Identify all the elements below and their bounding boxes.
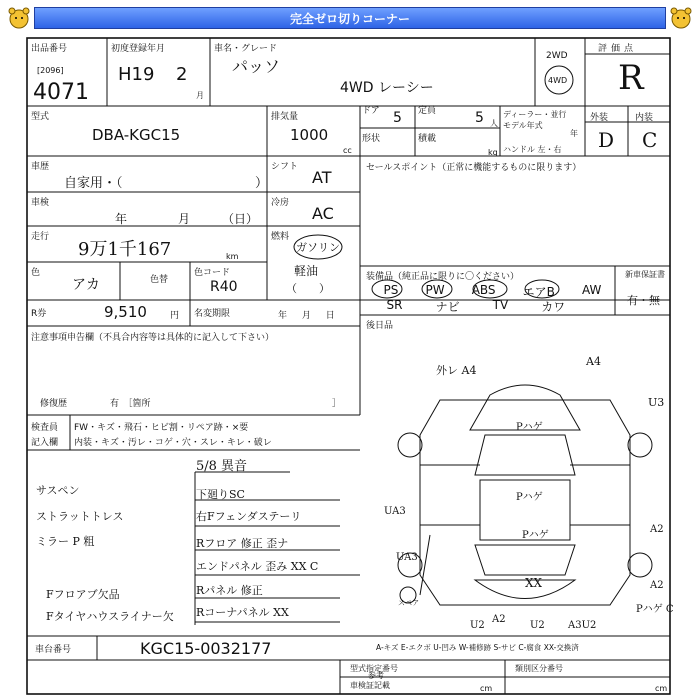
model-year-unit: 年 xyxy=(570,129,578,138)
type-value: DBA-KGC15 xyxy=(92,126,181,144)
capacity-label: 定員 xyxy=(418,106,437,116)
note-line: 5/8 異音 xyxy=(196,459,248,474)
fuel-label: 燃料 xyxy=(271,232,290,242)
displacement-unit: cc xyxy=(343,146,352,155)
diagram-mark: スペア xyxy=(398,599,419,607)
diagram-mark: UA3 xyxy=(384,506,406,517)
diagram-mark: UA3 xyxy=(396,552,418,563)
equipment-label: 装備品（純正品に限りに〇ください） xyxy=(366,272,520,282)
month-unit: 月 xyxy=(196,91,204,100)
fuel-circle-mark xyxy=(290,232,350,262)
inspector-label-2: 記入欄 xyxy=(31,438,59,448)
dealer-label: ディーラー・並行 xyxy=(503,110,567,119)
note-line: 右Fフェンダステーリ xyxy=(196,510,302,523)
diagram-mark: A2 xyxy=(650,580,664,591)
repair-close: ］ xyxy=(332,399,342,409)
equipment-ps: PS xyxy=(383,283,399,297)
fuel-diesel: 軽油 xyxy=(294,264,319,278)
load-label: 積載 xyxy=(418,134,437,144)
history-close: ） xyxy=(255,176,269,191)
chassis-label: 車台番号 xyxy=(35,645,72,655)
drive-value: 4WD xyxy=(548,76,568,85)
class-number-label: 類別区分番号 xyxy=(515,664,563,673)
note-line: ミラー P 粗 xyxy=(36,535,95,548)
model-year-label: モデル年式 xyxy=(503,121,543,130)
diagram-mark: U3 xyxy=(648,396,665,409)
mileage-value: 9万1千167 xyxy=(78,239,172,260)
equipment-circle-marks xyxy=(370,278,570,300)
lot-code: [2096] xyxy=(37,66,64,75)
color-label: 色 xyxy=(31,268,41,278)
load-unit: kg xyxy=(488,148,498,157)
first-reg-era: H19 xyxy=(118,64,155,85)
inspection-label: 車検 xyxy=(31,198,50,208)
note-line: Fタイヤハウスライナー欠 xyxy=(46,610,174,623)
equipment-tv: TV xyxy=(492,298,509,312)
diagram-mark: A2 xyxy=(650,524,664,535)
doors-label: ドア xyxy=(362,106,380,116)
vehicle-cert-label: 車検証記載 xyxy=(350,681,390,690)
notes-label: 注意事項申告欄（不具合内容等は具体的に記入して下さい） xyxy=(31,333,275,343)
equipment-navi: ナビ xyxy=(435,300,460,314)
inspector-row-1: FW・キズ・飛石・ヒビ割・リペア跡・×要 xyxy=(74,423,249,433)
aftercare-label: 後日品 xyxy=(366,321,394,331)
exterior-grade: D xyxy=(598,128,615,152)
recycle-unit: 円 xyxy=(170,311,180,321)
doors-value: 5 xyxy=(393,110,402,126)
interior-grade: C xyxy=(642,128,658,152)
history-value: 自家用・（ xyxy=(64,176,123,191)
chassis-number: KGC15-0032177 xyxy=(140,639,272,658)
shift-value: AT xyxy=(312,168,332,187)
inspection-day: （日） xyxy=(222,212,259,226)
exterior-label: 外装 xyxy=(590,113,609,123)
interior-label: 内装 xyxy=(635,113,654,123)
recycle-label: R券 xyxy=(31,309,47,319)
note-line: 下廻りSC xyxy=(196,488,245,501)
sales-point-label: セールスポイント（正常に機能するものに限ります） xyxy=(366,163,582,173)
recycle-value: 9,510 xyxy=(104,303,147,321)
inspection-month: 月 xyxy=(178,212,191,226)
history-label: 車歴 xyxy=(31,162,50,172)
capacity-value: 5 xyxy=(475,110,484,126)
equipment-sr: SR xyxy=(386,298,403,312)
diagram-mark: U2 xyxy=(470,620,485,631)
model-name: パッソ xyxy=(232,57,281,76)
name-change-unit: 年 月 日 xyxy=(278,311,335,321)
color-swap-label: 色替 xyxy=(150,275,169,285)
diagram-mark: Pハゲ xyxy=(516,492,543,503)
lot-number: 4071 xyxy=(33,80,89,105)
fuel-other: （ ） xyxy=(286,282,330,295)
fuel-gasoline: ガソリン xyxy=(296,241,340,254)
equipment-abs: ABS xyxy=(471,283,496,297)
diagram-mark: Pハゲ xyxy=(516,422,543,433)
mileage-unit: km xyxy=(226,252,239,261)
note-underlines xyxy=(190,450,365,630)
equipment-leather: カワ xyxy=(541,300,566,314)
first-reg-month: 2 xyxy=(176,64,188,85)
diagram-mark: A4 xyxy=(586,355,601,368)
diagram-mark: Pハゲ C xyxy=(636,604,674,615)
first-reg-label: 初度登録年月 xyxy=(111,44,166,54)
warranty-label: 新車保証書 xyxy=(625,270,665,279)
repair-label: 修復歴 xyxy=(40,399,68,409)
shape-label: 形状 xyxy=(362,134,381,144)
lot-label: 出品番号 xyxy=(31,44,68,54)
reference-label: 参考 xyxy=(368,671,384,680)
drive-label: 2WD xyxy=(546,51,568,61)
handle-label: ハンドル 左・右 xyxy=(503,145,562,154)
equipment-aw: AW xyxy=(581,283,602,297)
color-code-label: 色コード xyxy=(194,268,231,278)
color-value: アカ xyxy=(72,277,100,293)
model-name-label: 車名・グレード xyxy=(214,44,278,54)
type-label: 型式 xyxy=(31,112,50,122)
warranty-value: 有・無 xyxy=(627,294,660,307)
equipment-airbag: エアB xyxy=(522,285,555,299)
score-value: R xyxy=(618,58,644,98)
name-change-label: 名変期限 xyxy=(194,309,231,319)
color-code: R40 xyxy=(210,279,238,295)
equipment-pw: PW xyxy=(425,283,445,297)
cm-unit: cm xyxy=(480,684,493,693)
inspector-label: 検査員 xyxy=(31,423,59,433)
displacement-value: 1000 xyxy=(290,126,329,144)
diagram-mark: Pハゲ xyxy=(522,530,549,541)
note-line: Rパネル 修正 xyxy=(196,584,263,597)
damage-legend: A-キズ E-エクボ U-凹み W-補修跡 S-サビ C-腐食 XX-交換済 xyxy=(376,643,579,652)
inspector-row-2: 内装・キズ・汚レ・コゲ・穴・スレ・キレ・破レ xyxy=(74,438,272,448)
displacement-label: 排気量 xyxy=(271,112,299,122)
capacity-unit: 人 xyxy=(490,119,498,128)
diagram-mark: 外レ A4 xyxy=(436,364,477,377)
note-line: ストラットトレス xyxy=(36,510,124,523)
ac-value: AC xyxy=(312,204,334,223)
ac-label: 冷房 xyxy=(271,198,290,208)
diagram-mark: XX xyxy=(525,576,543,590)
inspection-year: 年 xyxy=(115,212,128,226)
shift-label: シフト xyxy=(271,162,299,172)
cm-unit: cm xyxy=(655,684,668,693)
note-line: Fフロアブ欠品 xyxy=(46,588,120,601)
mileage-label: 走行 xyxy=(31,232,50,242)
equipment-row-2 xyxy=(370,298,615,315)
model-grade: 4WD レーシー xyxy=(340,80,434,96)
model-spec-label: 型式指定番号 xyxy=(350,664,398,673)
diagram-mark: U2 xyxy=(530,620,545,631)
banner: 完全ゼロ切りコーナー xyxy=(34,7,666,29)
note-line: Rコーナパネル XX xyxy=(196,606,289,619)
diagram-mark: A3U2 xyxy=(568,620,597,631)
note-line: エンドパネル 歪み XX C xyxy=(196,560,319,573)
repair-value: 有 ［箇所 xyxy=(110,399,151,409)
note-line: サスペン xyxy=(36,484,80,497)
note-line: Rフロア 修正 歪ナ xyxy=(196,537,289,550)
diagram-mark: A2 xyxy=(492,614,506,625)
score-label: 評価点 xyxy=(598,44,638,54)
